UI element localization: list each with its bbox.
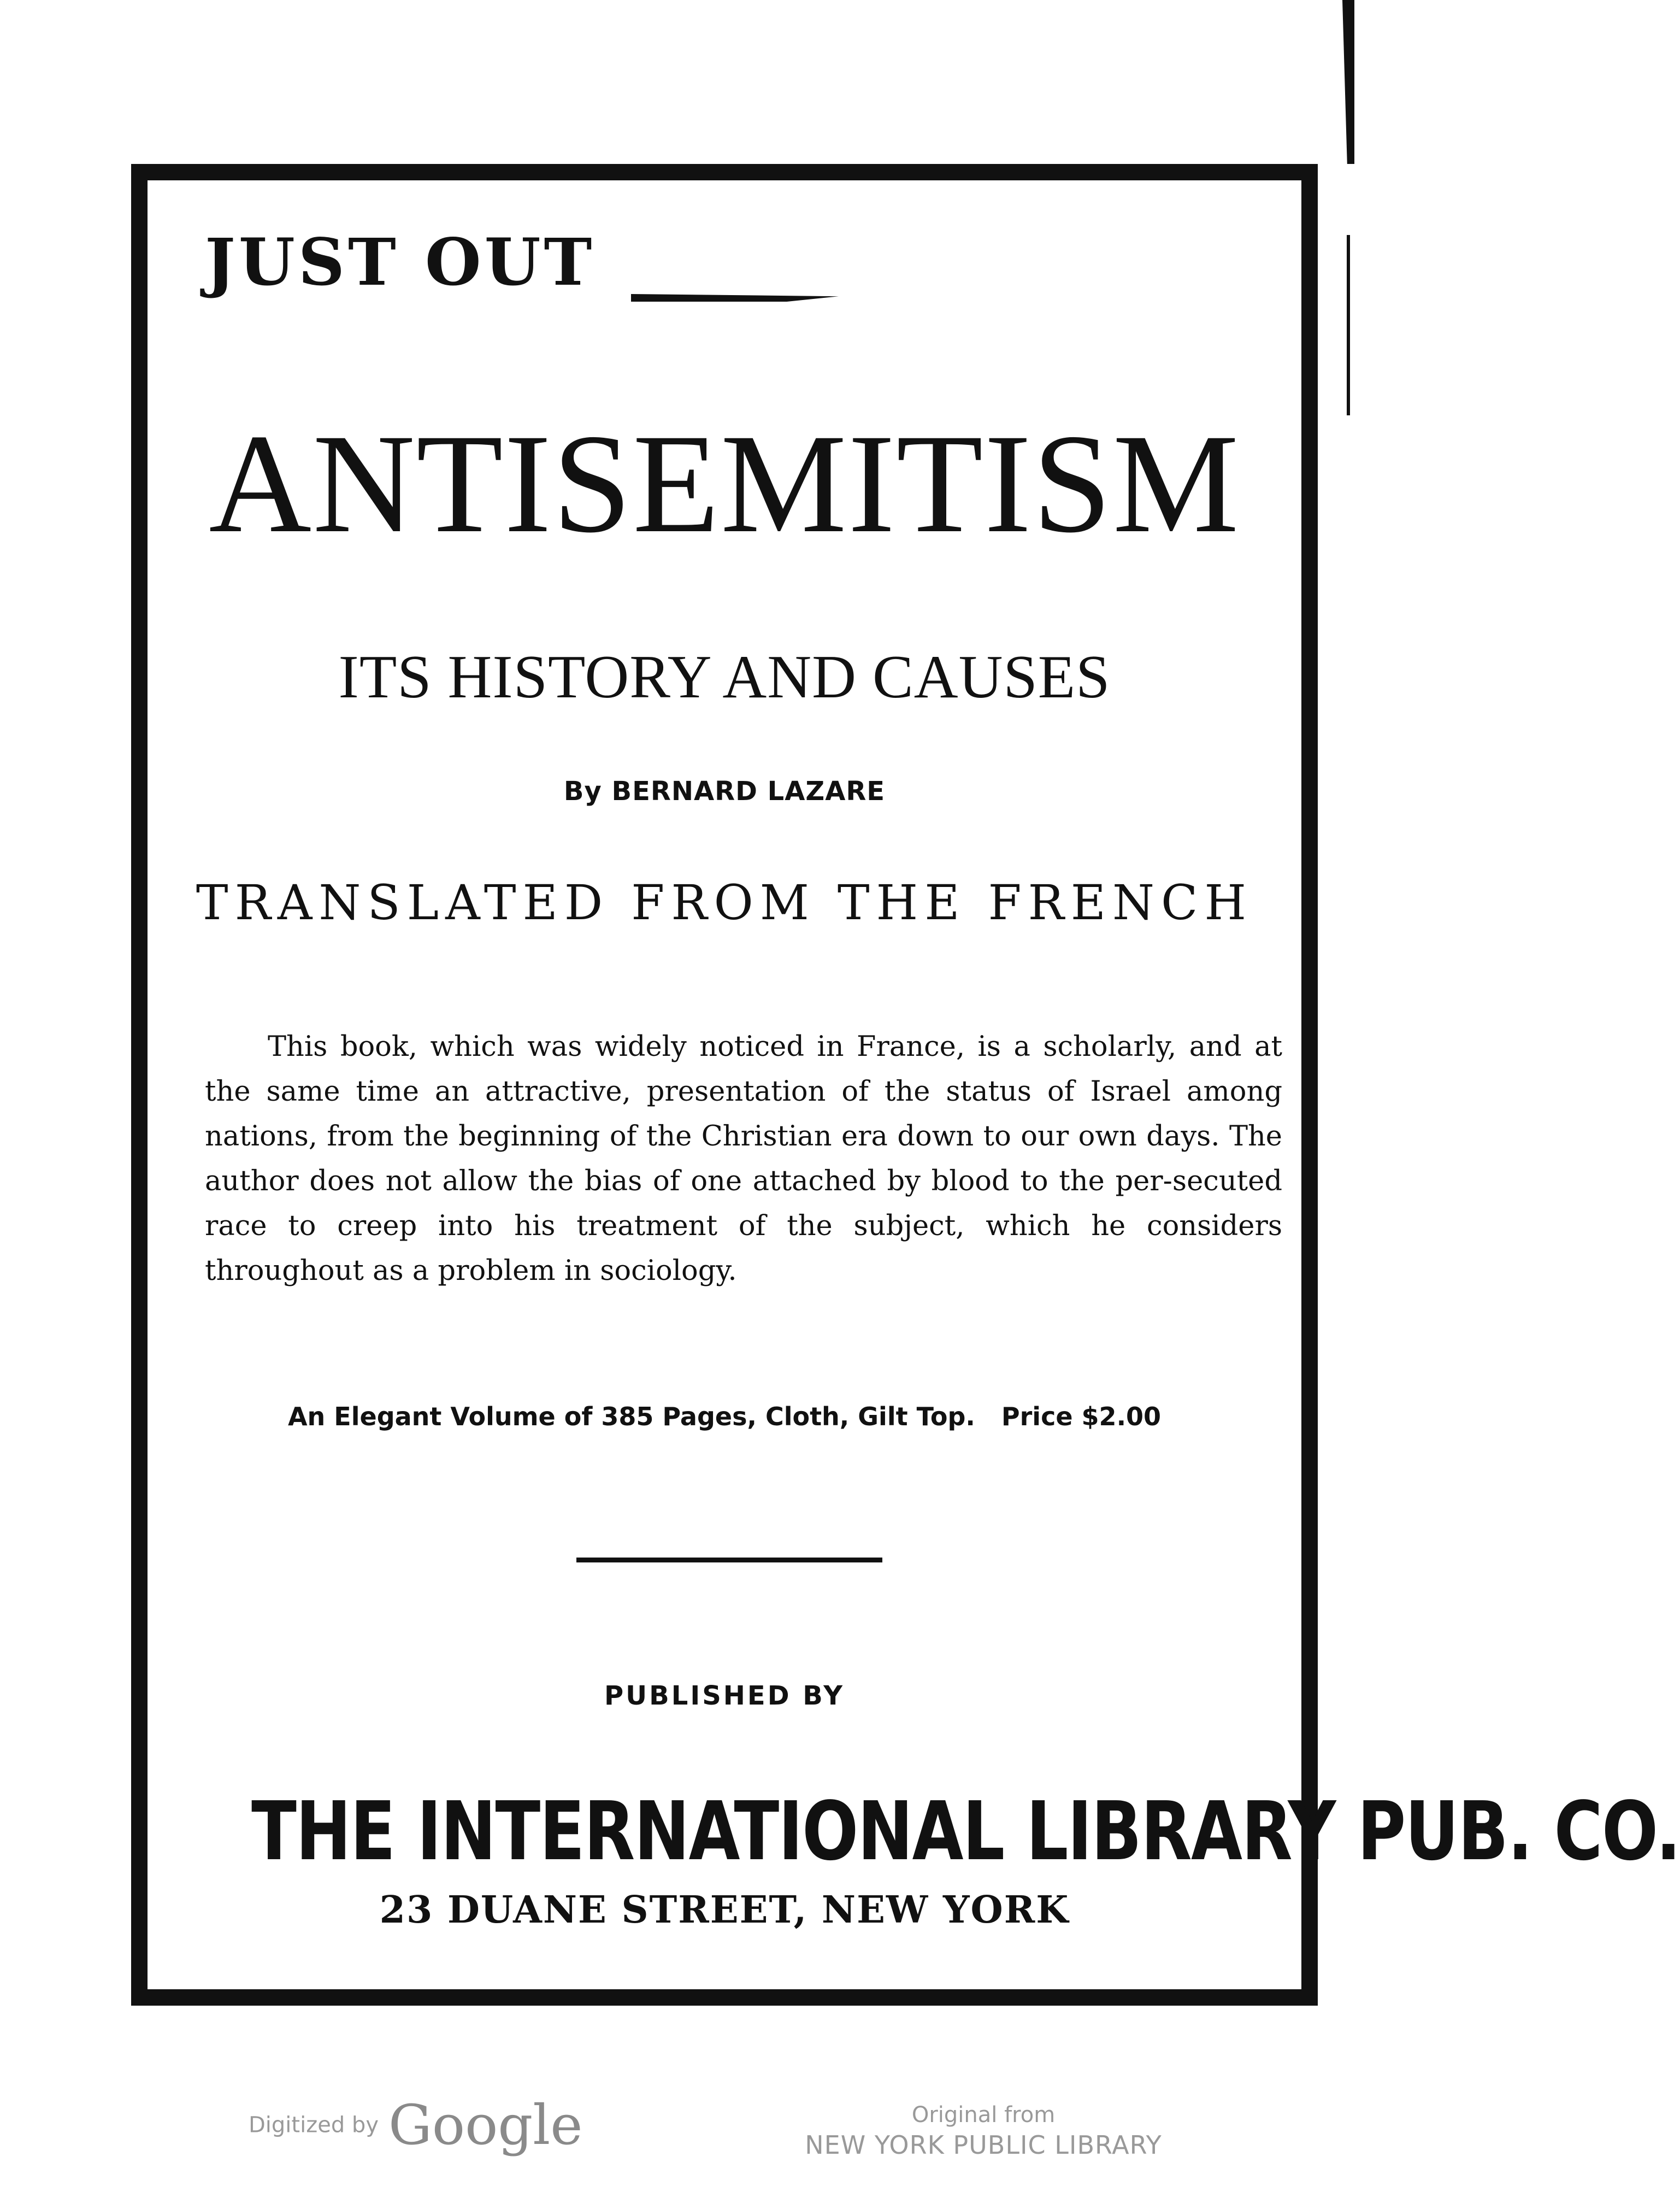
digitized-label: Digitized by [249,2112,379,2138]
volume-price-line: An Elegant Volume of 385 Pages, Cloth, Gilt Top. Price $2.00 [287,1402,1162,1431]
translation-note: TRANSLATED FROM THE FRENCH [196,874,1253,931]
library-source-watermark [743,2101,1224,2161]
scan-edge-mark [1347,235,1350,415]
digitized-by-watermark [249,2093,582,2157]
advertisement-frame [131,164,1680,2006]
google-logo: Google [388,2093,583,2157]
author-line: By BERNARD LAZARE [563,776,886,807]
published-by-label: PUBLISHED BY [604,1680,845,1711]
original-from-label: Original from [911,2102,1056,2128]
book-title: ANTISEMITISM [209,405,1240,562]
publisher-address: 23 DUANE STREET, NEW YORK [379,1888,1070,1932]
publisher-name: THE INTERNATIONAL LIBRARY PUB. CO. [251,1784,1680,1878]
headline-rule [631,294,839,302]
headline: JUST OUT [205,224,596,300]
library-name: NEW YORK PUBLIC LIBRARY [805,2130,1162,2160]
scan-edge-mark [1342,0,1354,164]
book-description: This book, which was widely noticed in France, is a scholarly, and at the same time an attractive, presentation of the status of Israel among nations, from the beginning of the Christian era down to our own days. The author does not allow the bias of one attached by blood to the per-secuted race to creep into his treatment of the subject, which he considers throughout as a problem in sociology. [205,1031,1282,1287]
book-subtitle: ITS HISTORY AND CAUSES [338,643,1111,711]
divider-rule [576,1558,882,1562]
